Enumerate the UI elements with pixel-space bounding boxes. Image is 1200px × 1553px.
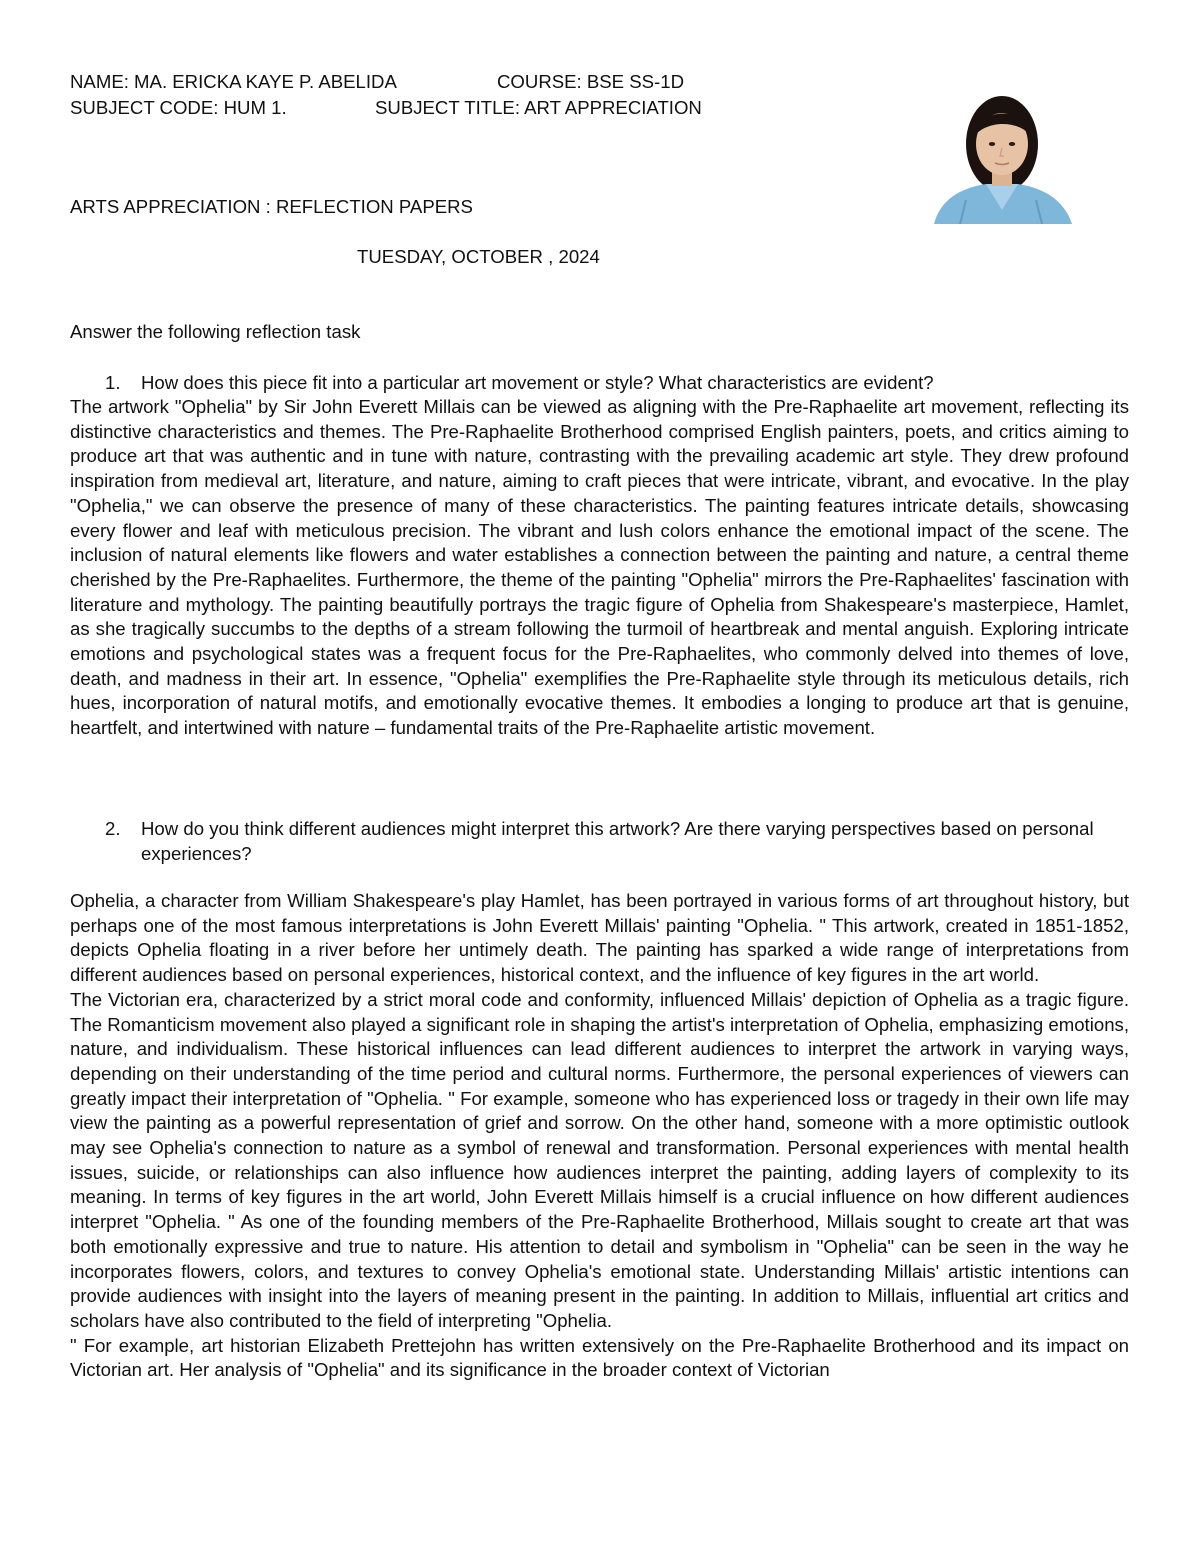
question-number: 1. — [105, 372, 121, 393]
instruction: Answer the following reflection task — [70, 321, 361, 342]
question-text: How does this piece fit into a particular art movement or style? What characteristics are evident? — [141, 372, 934, 393]
student-name: NAME: MA. ERICKA KAYE P. ABELIDA — [70, 71, 397, 92]
answer-paragraph: The artwork "Ophelia" by Sir John Everett Millais can be viewed as aligning with the Pre-Raphaelite art movement, reflecting its distinctive characteristics and themes. The Pre-Raphaelite Brotherhood comprised English painters, poets, and critics aiming to produce art that was authentic and in tune with nature, contrasting with the prevailing academic art style. They drew profound inspiration from medieval art, literature, and nature, aiming to craft pieces that were intricate, vibrant, and evocative. In the play "Ophelia," we can observe the presence of many of these characteristics. The painting features intricate details, showcasing every flower and leaf with meticulous precision. The vibrant and lush colors enhance the emotional impact of the scene. The inclusion of natural elements like flowers and water establishes a connection between the painting and nature, a central theme cherished by the Pre-Raphaelites. Furthermore, the theme of the painting "Ophelia" mirrors the Pre-Raphaelites' fascination with literature and mythology. The painting beautifully portrays the tragic figure of Ophelia from Shakespeare's masterpiece, Hamlet, as she tragically succumbs to the depths of a stream following the turmoil of heartbreak and mental anguish. Exploring intricate emotions and psychological states was a frequent focus for the Pre-Raphaelites, who commonly delved into themes of love, death, and madness in their art. In essence, "Ophelia" exemplifies the Pre-Raphaelite style through its meticulous details, rich hues, incorporation of natural motifs, and emotionally evocative themes. It embodies a longing to produce art that is genuine, heartfelt, and intertwined with nature – fundamental traits of the Pre-Raphaelite artistic movement. — [70, 396, 1129, 739]
question-1 — [105, 370, 1135, 395]
answer-1 — [70, 395, 1129, 741]
answer-paragraph: The Victorian era, characterized by a strict moral code and conformity, influenced Millais' depiction of Ophelia as a tragic figure. The Romanticism movement also played a significant role in shaping the artist's interpretation of Ophelia, emphasizing emotions, nature, and individualism. These historical influences can lead different audiences to interpret the artwork in varying ways, depending on their understanding of the time period and cultural norms. Furthermore, the personal experiences of viewers can greatly impact their interpretation of "Ophelia. " For example, someone who has experienced loss or tragedy in their own life may view the painting as a powerful representation of grief and sorrow. On the other hand, someone with a more optimistic outlook may see Ophelia's connection to nature as a symbol of renewal and transformation. Personal experiences with mental health issues, suicide, or relationships can also influence how audiences interpret the painting, adding layers of complexity to its meaning. In terms of key figures in the art world, John Everett Millais himself is a crucial influence on how different audiences interpret "Ophelia. " As one of the founding members of the Pre-Raphaelite Brotherhood, Millais sought to create art that was both emotionally expressive and true to nature. His attention to detail and symbolism in "Ophelia" can be seen in the way he incorporates flowers, colors, and textures to convey Ophelia's emotional state. Understanding Millais' artistic intentions can provide audiences with insight into the layers of meaning present in the painting. In addition to Millais, influential art critics and scholars have also contributed to the field of interpreting "Ophelia. — [70, 988, 1129, 1331]
answer-paragraph: " For example, art historian Elizabeth Prettejohn has written extensively on the Pre-Raphaelite Brotherhood and its impact on Victorian art. Her analysis of "Ophelia" and its significance in the broader context of Victorian — [70, 1334, 1129, 1381]
subject-title: SUBJECT TITLE: ART APPRECIATION — [375, 97, 702, 118]
student-photo — [930, 92, 1074, 224]
answer-paragraph: Ophelia, a character from William Shakespeare's play Hamlet, has been portrayed in various forms of art throughout history, but perhaps one of the most famous interpretations is John Everett Millais' painting "Ophelia. " This artwork, created in 1851-1852, depicts Ophelia floating in a river before her untimely death. The painting has sparked a wide range of interpretations from different audiences based on personal experiences, historical context, and the influence of key figures in the art world. — [70, 890, 1129, 986]
answer-2 — [70, 889, 1129, 1383]
document-date: TUESDAY, OCTOBER , 2024 — [357, 246, 600, 267]
question-2 — [105, 816, 1135, 866]
subject-code: SUBJECT CODE: HUM 1. — [70, 97, 287, 118]
document-title: ARTS APPRECIATION : REFLECTION PAPERS — [70, 196, 473, 217]
question-number: 2. — [105, 818, 121, 839]
course: COURSE: BSE SS-1D — [497, 71, 685, 92]
question-text: How do you think different audiences might interpret this artwork? Are there varying perspectives based on personal experiences? — [141, 818, 1094, 864]
